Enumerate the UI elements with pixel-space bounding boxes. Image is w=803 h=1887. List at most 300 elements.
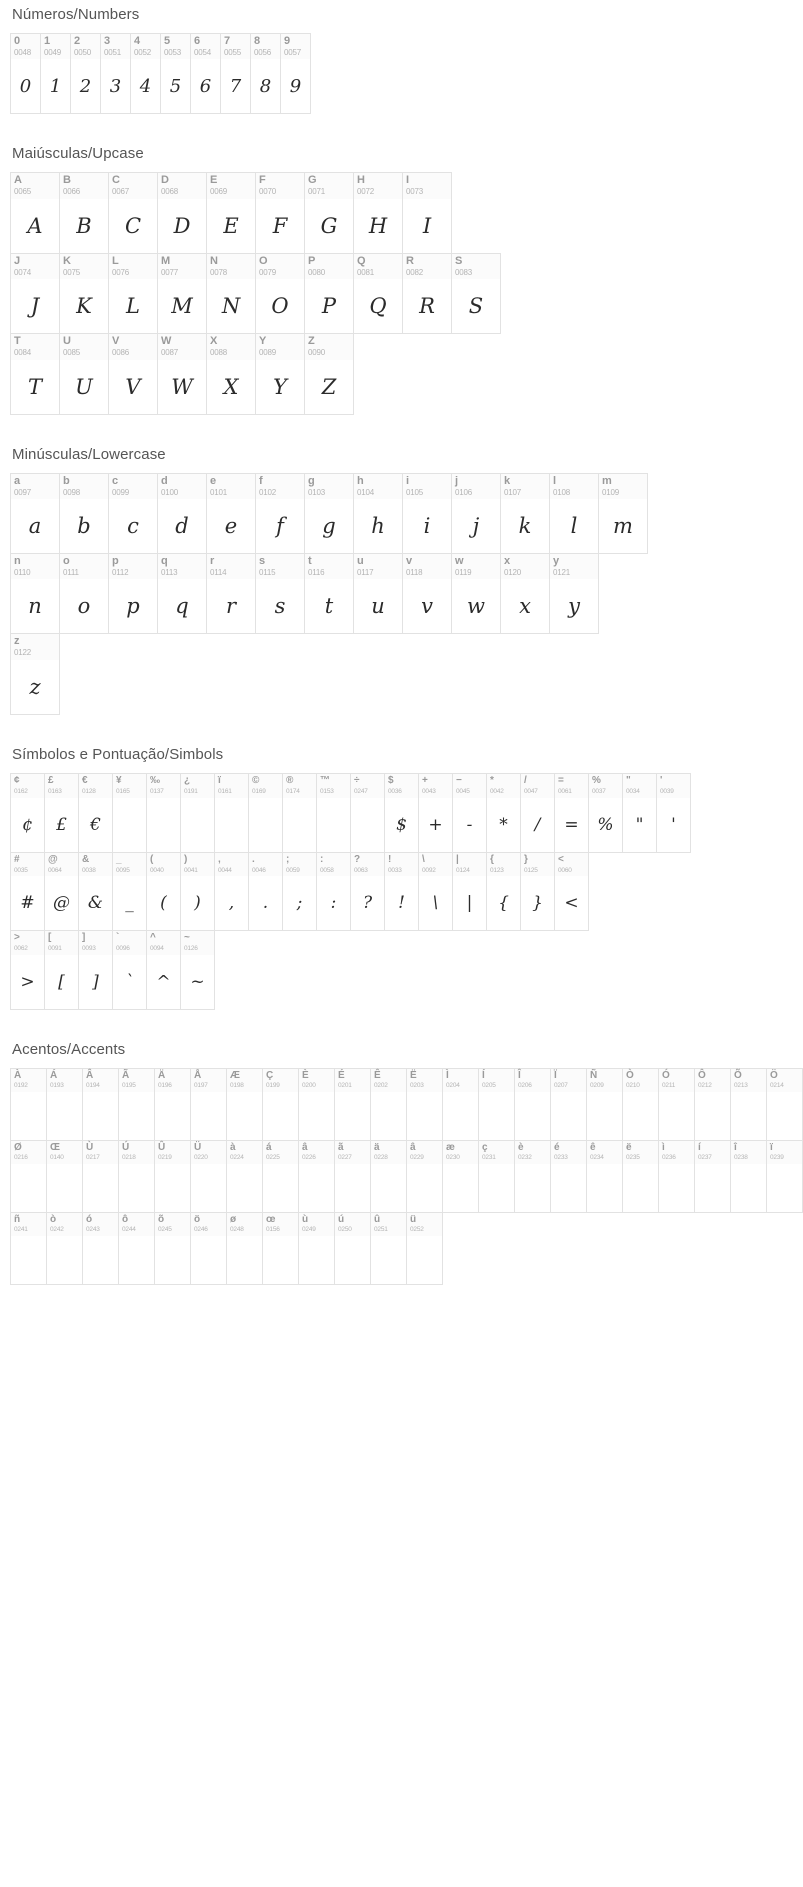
glyph-character-label: ü <box>410 1213 417 1225</box>
glyph-cell[interactable] <box>305 334 354 414</box>
glyph-cell[interactable] <box>131 34 161 114</box>
glyph-cell[interactable] <box>452 474 501 554</box>
glyph-row <box>10 553 599 634</box>
glyph-code-label: 0200 <box>302 1082 316 1090</box>
glyph-cell[interactable] <box>407 1141 443 1213</box>
glyph-preview: B <box>76 213 92 238</box>
glyph-cell[interactable] <box>11 474 60 554</box>
glyph-cell[interactable] <box>479 1141 515 1213</box>
glyph-cell[interactable] <box>281 34 311 114</box>
glyph-meta <box>385 853 418 877</box>
glyph-cell[interactable] <box>161 34 191 114</box>
glyph-code-label: 0205 <box>482 1082 496 1090</box>
glyph-meta <box>403 173 451 198</box>
glyph-cell[interactable] <box>263 1069 299 1141</box>
glyph-cell[interactable] <box>11 634 60 714</box>
glyph-preview <box>155 1092 190 1140</box>
glyph-cell[interactable] <box>479 1069 515 1141</box>
glyph-cell[interactable] <box>45 853 79 932</box>
glyph-cell[interactable] <box>191 34 221 114</box>
glyph-cell[interactable] <box>181 931 215 1010</box>
glyph-meta <box>45 853 78 877</box>
glyph-character-label: È <box>302 1070 309 1082</box>
glyph-cell[interactable] <box>181 774 215 853</box>
glyph-cell[interactable] <box>317 774 351 853</box>
glyph-cell[interactable] <box>403 554 452 634</box>
glyph-cell[interactable] <box>351 774 385 853</box>
glyph-cell[interactable] <box>589 774 623 853</box>
glyph-cell[interactable] <box>354 254 403 334</box>
glyph-code-label: 0057 <box>284 48 301 57</box>
glyph-cell[interactable] <box>60 554 109 634</box>
glyph-code-label: 0071 <box>308 187 325 197</box>
glyph-cell[interactable] <box>147 853 181 932</box>
glyph-cell[interactable] <box>453 853 487 932</box>
glyph-code-label: 0034 <box>626 787 640 795</box>
glyph-code-label: 0161 <box>218 787 232 795</box>
glyph-cell[interactable] <box>191 1141 227 1213</box>
glyph-cell[interactable] <box>11 554 60 634</box>
glyph-character-label: r <box>210 554 215 567</box>
glyph-code-label: 0066 <box>63 187 80 197</box>
glyph-cell[interactable] <box>215 774 249 853</box>
glyph-cell[interactable] <box>555 853 589 932</box>
glyph-code-label: 0248 <box>230 1225 244 1233</box>
glyph-character-label: : <box>320 853 324 865</box>
glyph-character-label: D <box>161 174 169 187</box>
glyph-character-label: Ï <box>554 1070 557 1082</box>
glyph-cell[interactable] <box>158 474 207 554</box>
glyph-cell[interactable] <box>249 774 283 853</box>
glyph-character-label: V <box>112 335 120 348</box>
glyph-cell[interactable] <box>443 1141 479 1213</box>
glyph-character-label: ù <box>302 1213 309 1225</box>
glyph-cell[interactable] <box>227 1213 263 1285</box>
glyph-character-label: ì <box>662 1141 665 1153</box>
glyph-cell[interactable] <box>263 1213 299 1285</box>
glyph-cell[interactable] <box>623 1069 659 1141</box>
glyph-cell[interactable] <box>109 334 158 414</box>
glyph-cell[interactable] <box>60 254 109 334</box>
glyph-cell[interactable] <box>317 853 351 932</box>
glyph-cell[interactable] <box>453 774 487 853</box>
glyph-cell[interactable] <box>657 774 691 853</box>
glyph-character-label: % <box>592 774 601 786</box>
glyph-code-label: 0137 <box>150 787 164 795</box>
glyph-meta <box>11 634 59 659</box>
glyph-preview: > <box>20 972 35 993</box>
glyph-cell[interactable] <box>227 1069 263 1141</box>
glyph-meta <box>299 1141 334 1164</box>
glyph-code-label: 0252 <box>410 1225 424 1233</box>
glyph-preview: W <box>171 374 193 399</box>
glyph-character-label: â <box>410 1141 416 1153</box>
glyph-code-label: 0059 <box>286 866 300 874</box>
glyph-cell[interactable] <box>207 474 256 554</box>
glyph-meta <box>555 774 588 798</box>
glyph-cell[interactable] <box>83 1213 119 1285</box>
glyph-cell[interactable] <box>60 334 109 414</box>
glyph-cell[interactable] <box>305 554 354 634</box>
glyph-meta <box>158 474 206 499</box>
glyph-cell[interactable] <box>158 254 207 334</box>
glyph-preview: E <box>223 213 239 238</box>
glyph-meta <box>155 1213 190 1236</box>
glyph-code-label: 0107 <box>504 487 521 497</box>
glyph-code-label: 0244 <box>122 1225 136 1233</box>
glyph-cell[interactable] <box>419 853 453 932</box>
glyph-cell[interactable] <box>452 554 501 634</box>
glyph-cell[interactable] <box>521 774 555 853</box>
glyph-cell[interactable] <box>550 474 599 554</box>
glyph-cell[interactable] <box>191 1069 227 1141</box>
glyph-code-label: 0094 <box>150 945 164 953</box>
glyph-code-label: 0227 <box>338 1153 352 1161</box>
glyph-meta <box>191 1069 226 1092</box>
glyph-meta <box>419 774 452 798</box>
glyph-cell[interactable] <box>555 774 589 853</box>
glyph-cell[interactable] <box>158 554 207 634</box>
glyph-cell[interactable] <box>256 554 305 634</box>
glyph-meta <box>283 774 316 798</box>
glyph-cell[interactable] <box>155 1213 191 1285</box>
glyph-code-label: 0042 <box>490 787 504 795</box>
glyph-cell[interactable] <box>60 474 109 554</box>
glyph-cell[interactable] <box>79 931 113 1010</box>
glyph-cell[interactable] <box>207 334 256 414</box>
glyph-cell[interactable] <box>215 853 249 932</box>
glyph-cell[interactable] <box>599 474 648 554</box>
glyph-cell[interactable] <box>45 774 79 853</box>
glyph-preview: Y <box>273 374 287 399</box>
glyph-code-label: 0214 <box>770 1082 784 1090</box>
glyph-cell[interactable] <box>45 931 79 1010</box>
glyph-cell[interactable] <box>11 1213 47 1285</box>
glyph-code-label: 0169 <box>252 787 266 795</box>
glyph-code-label: 0165 <box>116 787 130 795</box>
glyph-cell[interactable] <box>101 34 131 114</box>
glyph-cell[interactable] <box>767 1069 803 1141</box>
glyph-meta <box>487 853 520 877</box>
glyph-character-label: M <box>161 254 171 267</box>
glyph-cell[interactable] <box>109 254 158 334</box>
glyph-preview: * <box>499 814 508 835</box>
glyph-cell[interactable] <box>659 1141 695 1213</box>
glyph-code-label: 0230 <box>446 1153 460 1161</box>
glyph-character-label: ! <box>388 853 392 865</box>
glyph-character-label: e <box>210 474 217 487</box>
glyph-character-label: ' <box>660 774 663 786</box>
glyph-preview: ] <box>92 972 99 993</box>
glyph-cell[interactable] <box>11 334 60 414</box>
glyph-character-label: < <box>558 853 564 865</box>
glyph-character-label: i <box>406 474 410 487</box>
glyph-code-label: 0081 <box>357 267 374 277</box>
glyph-cell[interactable] <box>11 774 45 853</box>
glyph-cell[interactable] <box>299 1213 335 1285</box>
glyph-code-label: 0060 <box>558 866 572 874</box>
glyph-character-label: S <box>455 254 463 267</box>
glyph-preview <box>443 1092 478 1140</box>
glyph-cell[interactable] <box>227 1141 263 1213</box>
glyph-meta <box>11 853 44 877</box>
glyph-cell[interactable] <box>351 853 385 932</box>
glyph-meta <box>161 34 190 59</box>
glyph-character-label: $ <box>388 774 394 786</box>
glyph-cell[interactable] <box>354 474 403 554</box>
glyph-cell[interactable] <box>11 254 60 334</box>
glyph-character-label: Ú <box>122 1141 130 1153</box>
glyph-cell[interactable] <box>181 853 215 932</box>
glyph-cell[interactable] <box>354 173 403 253</box>
glyph-preview: M <box>171 294 193 319</box>
glyph-cell[interactable] <box>371 1069 407 1141</box>
glyph-cell[interactable] <box>207 173 256 253</box>
glyph-preview: A <box>27 213 43 238</box>
glyph-meta <box>158 334 206 359</box>
glyph-cell[interactable] <box>11 173 60 253</box>
glyph-preview: F <box>272 213 288 238</box>
glyph-cell[interactable] <box>354 554 403 634</box>
glyph-cell[interactable] <box>113 853 147 932</box>
glyph-cell[interactable] <box>119 1141 155 1213</box>
glyph-row <box>10 633 60 714</box>
glyph-preview: ' <box>671 814 676 835</box>
glyph-character-label: ‰ <box>150 774 160 786</box>
glyph-meta <box>251 34 280 59</box>
glyph-preview <box>623 1092 658 1140</box>
glyph-character-label: l <box>553 474 557 487</box>
glyph-character-label: ó <box>86 1213 93 1225</box>
glyph-character-label: 0 <box>14 35 21 47</box>
glyph-character-label: ] <box>82 932 86 944</box>
glyph-cell[interactable] <box>731 1141 767 1213</box>
glyph-cell[interactable] <box>158 334 207 414</box>
glyph-cell[interactable] <box>515 1141 551 1213</box>
glyph-code-label: 0249 <box>302 1225 316 1233</box>
glyph-character-label: X <box>210 335 218 348</box>
glyph-code-label: 0103 <box>308 487 325 497</box>
glyph-cell[interactable] <box>550 554 599 634</box>
glyph-cell[interactable] <box>305 254 354 334</box>
glyph-code-label: 0117 <box>357 567 374 577</box>
glyph-cell[interactable] <box>371 1213 407 1285</box>
glyph-code-label: 0086 <box>112 348 129 358</box>
glyph-preview <box>695 1092 730 1140</box>
glyph-cell[interactable] <box>158 173 207 253</box>
glyph-cell[interactable] <box>249 853 283 932</box>
glyph-cell[interactable] <box>587 1141 623 1213</box>
glyph-cell[interactable] <box>251 34 281 114</box>
glyph-cell[interactable] <box>501 554 550 634</box>
glyph-cell[interactable] <box>587 1069 623 1141</box>
glyph-cell[interactable] <box>305 474 354 554</box>
glyph-cell[interactable] <box>11 34 41 114</box>
glyph-code-label: 0194 <box>86 1082 100 1090</box>
glyph-cell[interactable] <box>221 34 251 114</box>
glyph-cell[interactable] <box>109 474 158 554</box>
glyph-cell[interactable] <box>335 1213 371 1285</box>
glyph-cell[interactable] <box>695 1069 731 1141</box>
glyph-character-label: ™ <box>320 774 330 786</box>
glyph-cell[interactable] <box>11 853 45 932</box>
glyph-character-label: y <box>553 554 560 567</box>
glyph-cell[interactable] <box>256 254 305 334</box>
glyph-preview: b <box>77 513 91 538</box>
glyph-meta <box>587 1141 622 1164</box>
glyph-cell[interactable] <box>47 1213 83 1285</box>
glyph-cell[interactable] <box>299 1069 335 1141</box>
glyph-cell[interactable] <box>47 1141 83 1213</box>
glyph-preview <box>659 1092 694 1140</box>
glyph-cell[interactable] <box>407 1069 443 1141</box>
glyph-character-label: \ <box>422 853 425 865</box>
glyph-preview <box>227 1092 262 1140</box>
glyph-cell[interactable] <box>263 1141 299 1213</box>
glyph-cell[interactable] <box>11 1141 47 1213</box>
glyph-cell[interactable] <box>501 474 550 554</box>
glyph-cell[interactable] <box>385 853 419 932</box>
glyph-cell[interactable] <box>207 554 256 634</box>
glyph-cell[interactable] <box>731 1069 767 1141</box>
glyph-preview: ) <box>194 893 201 914</box>
glyph-cell[interactable] <box>11 1069 47 1141</box>
glyph-cell[interactable] <box>60 173 109 253</box>
glyph-code-label: 0053 <box>164 48 181 57</box>
glyph-cell[interactable] <box>487 774 521 853</box>
glyph-code-label: 0108 <box>553 487 570 497</box>
glyph-cell[interactable] <box>41 34 71 114</box>
glyph-meta <box>623 774 656 798</box>
glyph-cell[interactable] <box>113 774 147 853</box>
glyph-character-label: é <box>554 1141 560 1153</box>
glyph-code-label: 0036 <box>388 787 402 795</box>
glyph-cell[interactable] <box>419 774 453 853</box>
glyph-code-label: 0090 <box>308 348 325 358</box>
glyph-cell[interactable] <box>71 34 101 114</box>
glyph-character-label: É <box>338 1070 345 1082</box>
glyph-cell[interactable] <box>403 254 452 334</box>
glyph-grid <box>10 1068 784 1284</box>
glyph-character-label: J <box>14 254 21 267</box>
glyph-cell[interactable] <box>551 1069 587 1141</box>
glyph-code-label: 0123 <box>490 866 504 874</box>
glyph-cell[interactable] <box>487 853 521 932</box>
glyph-cell[interactable] <box>335 1069 371 1141</box>
glyph-preview <box>443 1164 478 1212</box>
glyph-meta <box>227 1069 262 1092</box>
glyph-cell[interactable] <box>521 853 555 932</box>
glyph-cell[interactable] <box>623 1141 659 1213</box>
glyph-code-label: 0037 <box>592 787 606 795</box>
glyph-character-label: à <box>230 1141 236 1153</box>
glyph-cell[interactable] <box>256 474 305 554</box>
glyph-row <box>10 852 589 932</box>
glyph-cell[interactable] <box>659 1069 695 1141</box>
glyph-cell[interactable] <box>452 254 501 334</box>
glyph-cell[interactable] <box>371 1141 407 1213</box>
glyph-meta <box>207 474 255 499</box>
glyph-cell[interactable] <box>551 1141 587 1213</box>
glyph-preview <box>551 1164 586 1212</box>
glyph-code-label: 0095 <box>116 866 130 874</box>
glyph-character-label: f <box>259 474 263 487</box>
glyph-cell[interactable] <box>109 554 158 634</box>
glyph-preview: _ <box>125 893 134 914</box>
glyph-preview <box>407 1164 442 1212</box>
section-symbols <box>10 740 676 1010</box>
glyph-cell[interactable] <box>47 1069 83 1141</box>
glyph-code-label: 0219 <box>158 1153 172 1161</box>
glyph-character-label: Õ <box>734 1070 742 1082</box>
glyph-meta <box>555 853 588 877</box>
glyph-character-label: o <box>63 554 70 567</box>
glyph-cell[interactable] <box>109 173 158 253</box>
glyph-preview: t <box>324 594 334 619</box>
glyph-cell[interactable] <box>119 1069 155 1141</box>
glyph-meta <box>215 774 248 798</box>
glyph-meta <box>11 474 59 499</box>
glyph-cell[interactable] <box>79 774 113 853</box>
section-accents <box>10 1035 784 1284</box>
glyph-preview: [ <box>58 972 65 993</box>
glyph-cell[interactable] <box>147 931 181 1010</box>
glyph-cell[interactable] <box>767 1141 803 1213</box>
glyph-character-label: + <box>422 774 428 786</box>
glyph-cell[interactable] <box>11 931 45 1010</box>
glyph-cell[interactable] <box>695 1141 731 1213</box>
glyph-character-label: Ç <box>266 1070 274 1082</box>
glyph-cell[interactable] <box>155 1141 191 1213</box>
glyph-cell[interactable] <box>515 1069 551 1141</box>
glyph-cell[interactable] <box>207 254 256 334</box>
glyph-character-label: ê <box>590 1141 596 1153</box>
glyph-cell[interactable] <box>191 1213 227 1285</box>
glyph-code-label: 0224 <box>230 1153 244 1161</box>
glyph-character-label: 9 <box>284 35 291 47</box>
glyph-cell[interactable] <box>79 853 113 932</box>
glyph-cell[interactable] <box>299 1141 335 1213</box>
glyph-cell[interactable] <box>147 774 181 853</box>
glyph-cell[interactable] <box>443 1069 479 1141</box>
glyph-cell[interactable] <box>623 774 657 853</box>
glyph-cell[interactable] <box>256 334 305 414</box>
glyph-cell[interactable] <box>305 173 354 253</box>
glyph-cell[interactable] <box>403 173 452 253</box>
glyph-code-label: 0199 <box>266 1082 280 1090</box>
glyph-cell[interactable] <box>256 173 305 253</box>
glyph-cell[interactable] <box>155 1069 191 1141</box>
glyph-cell[interactable] <box>403 474 452 554</box>
glyph-cell[interactable] <box>407 1213 443 1285</box>
glyph-cell[interactable] <box>119 1213 155 1285</box>
glyph-preview <box>551 1092 586 1140</box>
glyph-code-label: 0218 <box>122 1153 136 1161</box>
glyph-meta <box>113 931 146 955</box>
glyph-cell[interactable] <box>83 1069 119 1141</box>
glyph-cell[interactable] <box>83 1141 119 1213</box>
glyph-code-label: 0109 <box>602 487 619 497</box>
glyph-character-label: 8 <box>254 35 261 47</box>
glyph-cell[interactable] <box>385 774 419 853</box>
glyph-code-label: 0245 <box>158 1225 172 1233</box>
glyph-cell[interactable] <box>283 774 317 853</box>
glyph-cell[interactable] <box>335 1141 371 1213</box>
glyph-cell[interactable] <box>283 853 317 932</box>
glyph-cell[interactable] <box>113 931 147 1010</box>
glyph-code-label: 0192 <box>14 1082 28 1090</box>
glyph-grid <box>10 773 676 1010</box>
